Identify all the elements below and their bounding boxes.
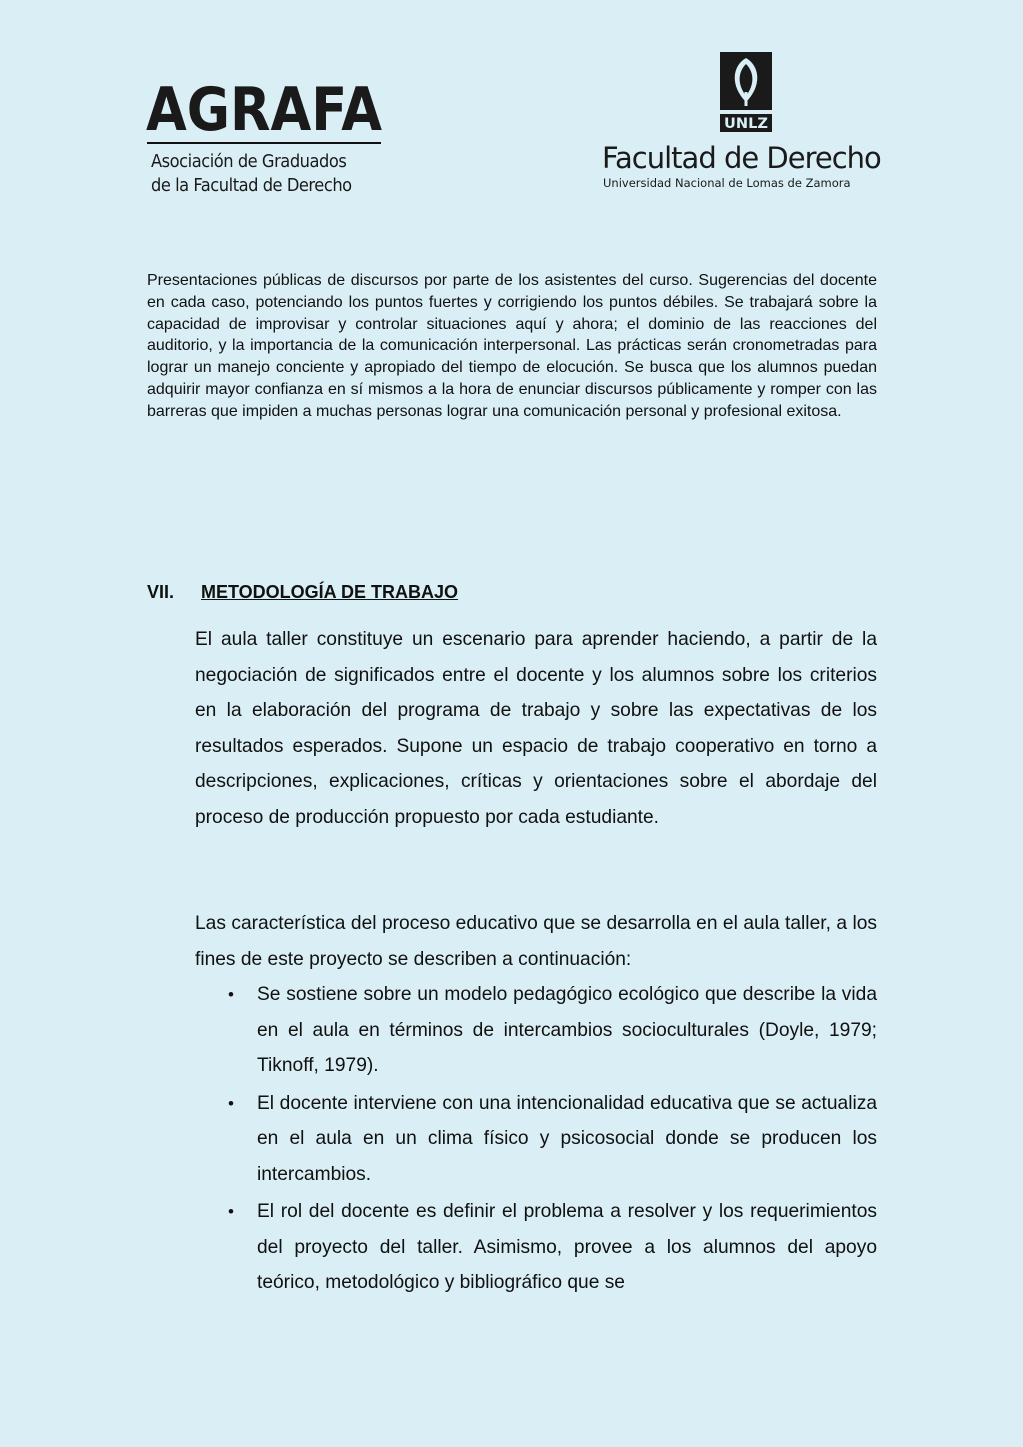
agrafa-wordmark [146,75,383,145]
intro-paragraph: Presentaciones públicas de discursos por parte de los asistentes del curso. Sugerencias del docente en cada caso, potenciando los puntos fuertes y corrigiendo los puntos débiles. Se trabajará sobre la capacidad de improvisar y controlar situaciones aquí y ahora; el dominio de las reacciones del auditorio, y la importancia de la comunicación interpersonal. Las prácticas serán cronometradas para lograr un manejo conciente y apropiado del tiempo de elocución. Se busca que los alumnos puedan adquirir mayor confianza en sí mismos a la hora de enunciar discursos públicamente y romper con las barreras que impiden a muchas personas lograr una comunicación personal y profesional exitosa. [147,272,877,420]
list-item-text: El rol del docente es definir el problema a resolver y los requerimientos del proyecto del taller. Asimismo, provee a los alumnos del apoyo teórico, metodológico y bibliográfico que se [257,1201,877,1293]
facultad-title: Facultad de Derecho [602,141,881,175]
section-heading [147,580,877,606]
unlz-mark-text: UNLZ [724,116,768,132]
agrafa-wordmark-text: AGRAFA [146,75,383,145]
methodology-paragraph-1: El aula taller constituye un escenario para aprender haciendo, a partir de la negociación de significados entre el docente y los alumnos sobre los criterios en la elaboración del programa de trabajo y sobre las expectativas de los resultados esperados. Supone un espacio de trabajo cooperativo en torno a descripciones, explicaciones, críticas y orientaciones sobre el abordaje del proceso de producción propuesto por cada estudiante. [195,629,877,828]
list-item [195,1194,877,1301]
facultad-subtitle: Universidad Nacional de Lomas de Zamora [603,176,851,190]
section-number: VII. [147,582,175,602]
section-title: METODOLOGÍA DE TRABAJO [201,582,459,602]
bullet-icon: • [228,985,234,1004]
list-item-text: Se sostiene sobre un modelo pedagógico ecológico que describe la vida en el aula en términos de intercambios socioculturales (Doyle, 1979; Tiknoff, 1979). [257,984,877,1076]
agrafa-subtitle-line2: de la Facultad de Derecho [151,176,352,196]
methodology-paragraph-2: Las característica del proceso educativo que se desarrolla en el aula taller, a los fines de este proyecto se describen a continuación: [195,913,877,970]
bullet-icon: • [228,1202,234,1221]
characteristics-list [195,977,877,1303]
list-item [195,1086,877,1193]
bullet-icon: • [228,1093,234,1113]
list-item-text: El docente interviene con una intencionalidad educativa que se actualiza en el aula en un clima físico y psicosocial donde se producen los intercambios. [257,1092,877,1185]
unlz-seal-icon [720,52,772,132]
agrafa-subtitle-line1: Asociación de Graduados [151,152,347,172]
agrafa-logo [146,75,386,198]
list-item [195,977,877,1084]
